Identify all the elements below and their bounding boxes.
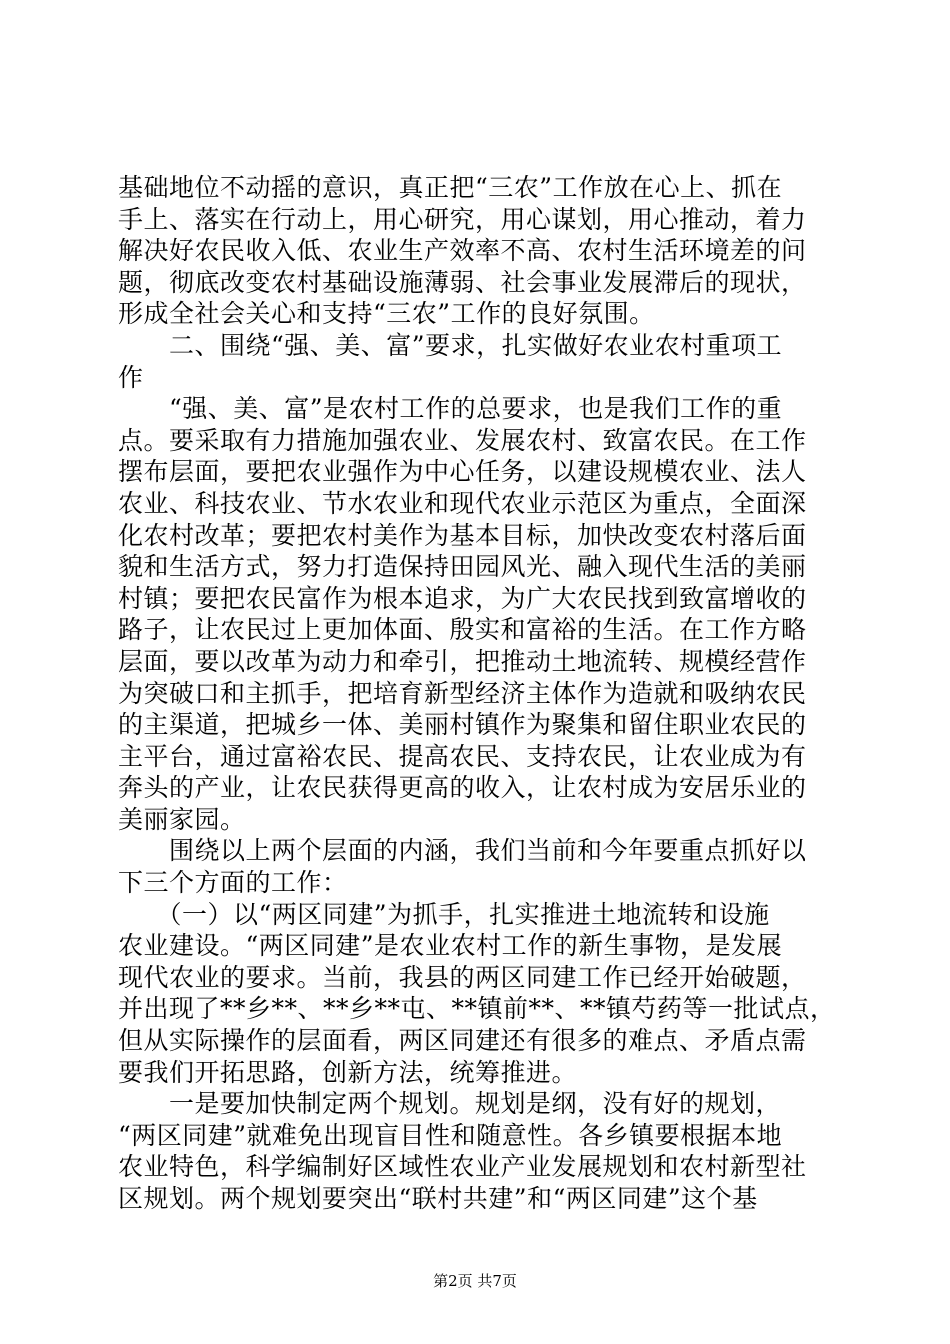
text-line: 手上、落实在行动上，用心研究，用心谋划，用心推动，着力 xyxy=(118,204,807,234)
text-line: 美丽家园。 xyxy=(118,804,246,834)
text-line: 的主渠道，把城乡一体、美丽村镇作为聚集和留住职业农民的 xyxy=(118,710,807,740)
document-body xyxy=(118,172,836,1215)
section-heading-line: 二、围绕“强、美、富”要求，扎实做好农业农村重项工 xyxy=(118,330,783,360)
text-line: 但从实际操作的层面看，两区同建还有很多的难点、矛盾点需 xyxy=(118,1026,807,1056)
text-line: 为突破口和主抓手，把培育新型经济主体作为造就和吸纳农民 xyxy=(118,678,807,708)
text-line: 解决好农民收入低、农业生产效率不高、农村生活环境差的问 xyxy=(118,236,807,266)
text-line: （一）以“两区同建”为抓手，扎实推进土地流转和设施 xyxy=(118,899,770,929)
text-line: 农业建设。“两区同建”是农业农村工作的新生事物，是发展 xyxy=(118,931,783,961)
text-line: 路子，让农民过上更加体面、殷实和富裕的生活。在工作方略 xyxy=(118,615,807,645)
section-heading-line: 作 xyxy=(118,362,144,392)
text-line: 摆布层面，要把农业强作为中心任务，以建设规模农业、法人 xyxy=(118,457,807,487)
text-line: 题，彻底改变农村基础设施薄弱、社会事业发展滞后的现状， xyxy=(118,267,807,297)
text-line: 奔头的产业，让农民获得更高的收入，让农村成为安居乐业的 xyxy=(118,773,807,803)
text-line: 化农村改革；要把农村美作为基本目标，加快改变农村落后面 xyxy=(118,520,807,550)
text-line: 区规划。两个规划要突出“联村共建”和“两区同建”这个基 xyxy=(118,1184,758,1213)
text-line: 并出现了**乡**、**乡**屯、**镇前**、**镇芍药等一批试点， xyxy=(118,994,836,1024)
text-line: 形成全社会关心和支持“三农”工作的良好氛围。 xyxy=(118,299,655,329)
text-line: 下三个方面的工作： xyxy=(118,868,348,898)
text-line: 农业、科技农业、节水农业和现代农业示范区为重点，全面深 xyxy=(118,488,807,518)
text-line: 基础地位不动摇的意识，真正把“三农”工作放在心上、抓在 xyxy=(118,173,783,202)
text-line: 现代农业的要求。当前，我县的两区同建工作已经开始破题， xyxy=(118,962,807,992)
text-line: “两区同建”就难免出现盲目性和随意性。各乡镇要根据本地 xyxy=(118,1120,783,1150)
page-number-footer: 第2页 共7页 xyxy=(433,1272,517,1290)
text-line: 一是要加快制定两个规划。规划是纲，没有好的规划， xyxy=(118,1089,782,1119)
text-line: 要我们开拓思路，创新方法，统筹推进。 xyxy=(118,1057,578,1087)
text-line: 貌和生活方式，努力打造保持田园风光、融入现代生活的美丽 xyxy=(118,552,807,582)
text-line: “强、美、富”是农村工作的总要求，也是我们工作的重 xyxy=(118,394,783,424)
text-line: 围绕以上两个层面的内涵，我们当前和今年要重点抓好以 xyxy=(118,836,807,866)
text-line: 点。要采取有力措施加强农业、发展农村、致富农民。在工作 xyxy=(118,425,807,455)
text-line: 农业特色，科学编制好区域性农业产业发展规划和农村新型社 xyxy=(118,1152,807,1182)
text-line: 层面，要以改革为动力和牵引，把推动土地流转、规模经营作 xyxy=(118,646,807,676)
text-line: 主平台，通过富裕农民、提高农民、支持农民，让农业成为有 xyxy=(118,741,807,771)
text-line: 村镇；要把农民富作为根本追求，为广大农民找到致富增收的 xyxy=(118,583,807,613)
